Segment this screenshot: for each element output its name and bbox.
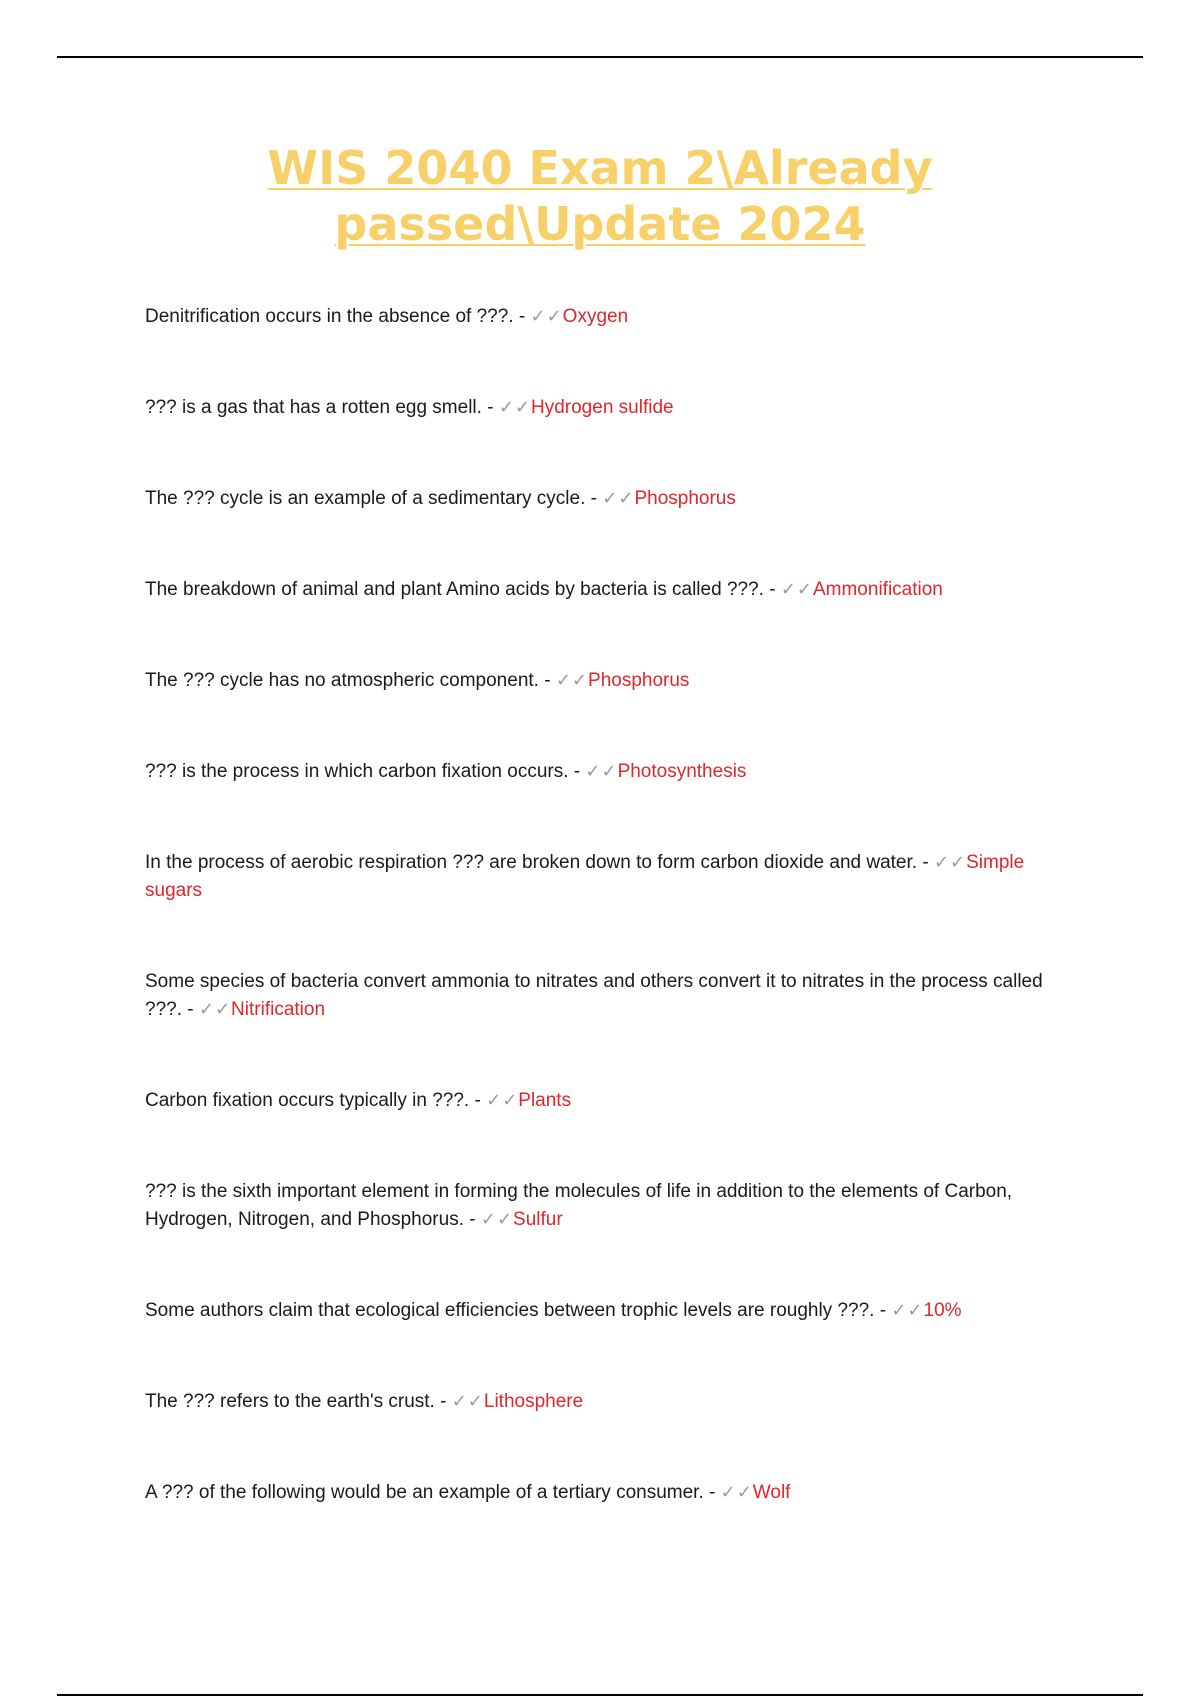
separator: - (763, 579, 781, 600)
question-text: Denitrification occurs in the absence of ???. (145, 306, 514, 327)
question-item (145, 1388, 1065, 1416)
answer-text: Phosphorus (634, 488, 736, 509)
question-text: ??? is the process in which carbon fixation occurs. (145, 761, 569, 782)
answer-text: Phosphorus (588, 670, 690, 691)
answer-text: Sulfur (513, 1209, 563, 1230)
question-list (145, 303, 1065, 1570)
question-item (145, 485, 1065, 513)
double-check-icon: ✓✓ (555, 670, 589, 691)
question-text: Some species of bacteria convert ammonia to nitrates and others convert it to nitrates in the process called ???. (145, 971, 1043, 1020)
question-item (145, 1297, 1065, 1325)
separator: - (481, 397, 499, 418)
double-check-icon: ✓✓ (480, 1209, 514, 1230)
answer-text: Hydrogen sulfide (531, 397, 674, 418)
separator: - (568, 761, 586, 782)
question-item (145, 667, 1065, 695)
question-item (145, 394, 1065, 422)
answer-text: Simple sugars (145, 852, 1025, 901)
question-item (145, 968, 1065, 1024)
title-line-1: WIS 2040 Exam 2\Already (267, 141, 933, 195)
question-item (145, 758, 1065, 786)
double-check-icon: ✓✓ (486, 1090, 519, 1111)
double-check-icon: ✓✓ (451, 1391, 484, 1412)
double-check-icon: ✓✓ (891, 1300, 924, 1321)
answer-text: Oxygen (562, 306, 629, 327)
question-item (145, 576, 1065, 604)
question-text: A ??? of the following would be an example of a tertiary consumer. (145, 1482, 704, 1503)
double-check-icon: ✓✓ (585, 761, 618, 782)
question-text: The ??? cycle is an example of a sedimentary cycle. (145, 488, 586, 509)
separator: - (463, 1209, 481, 1230)
answer-text: Plants (518, 1090, 572, 1111)
question-text: Carbon fixation occurs typically in ???. (145, 1090, 470, 1111)
question-item (145, 1087, 1065, 1115)
title-line-2: passed\Update 2024 (334, 197, 866, 251)
question-item (145, 849, 1065, 905)
separator: - (469, 1090, 487, 1111)
question-text: ??? is the sixth important element in forming the molecules of life in addition to the elements of Carbon, Hydrogen, Nitrogen, and Phosphorus. (145, 1181, 1013, 1230)
question-item (145, 303, 1065, 331)
top-divider (57, 56, 1143, 58)
separator: - (874, 1300, 892, 1321)
question-text: In the process of aerobic respiration ??? are broken down to form carbon dioxide and water. (145, 852, 918, 873)
answer-text: Wolf (752, 1482, 791, 1503)
answer-text: Photosynthesis (617, 761, 747, 782)
answer-text: Nitrification (231, 999, 326, 1020)
double-check-icon: ✓✓ (720, 1482, 753, 1503)
bottom-divider (57, 1694, 1143, 1696)
page-title (200, 140, 1000, 252)
question-item (145, 1479, 1065, 1507)
double-check-icon: ✓✓ (530, 306, 563, 327)
question-text: The breakdown of animal and plant Amino acids by bacteria is called ???. (145, 579, 764, 600)
question-text: The ??? cycle has no atmospheric component. (145, 670, 539, 691)
separator: - (917, 852, 934, 873)
answer-text: 10% (923, 1300, 962, 1321)
question-text: ??? is a gas that has a rotten egg smell. (145, 397, 482, 418)
double-check-icon: ✓✓ (498, 397, 531, 418)
answer-text: Ammonification (812, 579, 943, 600)
question-text: The ??? refers to the earth's crust. (145, 1391, 435, 1412)
double-check-icon: ✓✓ (602, 488, 635, 509)
separator: - (703, 1482, 721, 1503)
separator: - (513, 306, 531, 327)
double-check-icon: ✓✓ (780, 579, 813, 600)
answer-text: Lithosphere (483, 1391, 584, 1412)
double-check-icon: ✓✓ (933, 852, 967, 873)
separator: - (181, 999, 199, 1020)
question-text: Some authors claim that ecological efficiencies between trophic levels are roughly ???. (145, 1300, 875, 1321)
separator: - (585, 488, 603, 509)
separator: - (538, 670, 556, 691)
question-item (145, 1178, 1065, 1234)
double-check-icon: ✓✓ (198, 999, 232, 1020)
separator: - (434, 1391, 452, 1412)
